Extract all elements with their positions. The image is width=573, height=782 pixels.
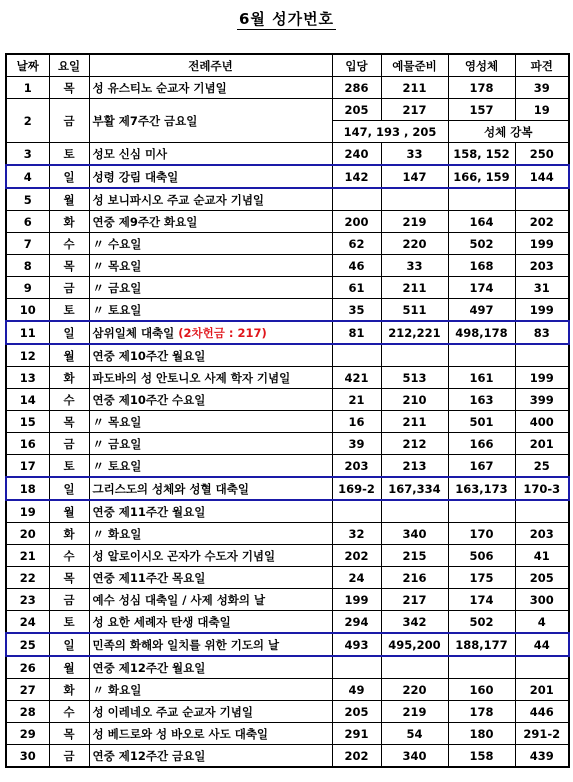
liturgy-cell: 〃 화요일	[89, 679, 332, 701]
offertory-cell: 217	[381, 99, 448, 121]
table-row	[6, 589, 569, 611]
weekday-cell: 월	[49, 500, 89, 523]
table-row	[6, 656, 569, 679]
dismissal-cell: 170-3	[515, 477, 569, 500]
header-weekday: 요일	[49, 54, 89, 77]
offertory-cell	[381, 344, 448, 367]
table-row	[6, 567, 569, 589]
page-title: 6월 성가번호	[238, 10, 335, 28]
weekday-cell: 목	[49, 411, 89, 433]
entrance-cell: 32	[332, 523, 381, 545]
dismissal-cell: 250	[515, 143, 569, 166]
liturgy-cell: 성 베드로와 성 바오로 사도 대축일	[89, 723, 332, 745]
weekday-cell: 일	[49, 321, 89, 344]
communion-cell: 502	[448, 233, 515, 255]
communion-cell: 168	[448, 255, 515, 277]
table-row	[6, 165, 569, 188]
dismissal-cell: 144	[515, 165, 569, 188]
entrance-cell: 202	[332, 545, 381, 567]
communion-cell: 158, 152	[448, 143, 515, 166]
offertory-cell: 147	[381, 165, 448, 188]
communion-cell: 163	[448, 389, 515, 411]
offertory-cell: 213	[381, 455, 448, 478]
liturgy-cell: 연중 제10주간 수요일	[89, 389, 332, 411]
table-row	[6, 277, 569, 299]
table-row	[6, 367, 569, 389]
offertory-cell: 217	[381, 589, 448, 611]
liturgy-cell: 〃 토요일	[89, 299, 332, 322]
day-cell: 7	[6, 233, 49, 255]
weekday-cell: 토	[49, 611, 89, 634]
offertory-cell: 212,221	[381, 321, 448, 344]
entrance-cell	[332, 344, 381, 367]
entrance-cell	[332, 656, 381, 679]
liturgy-cell: 연중 제10주간 월요일	[89, 344, 332, 367]
dismissal-cell: 83	[515, 321, 569, 344]
weekday-cell: 금	[49, 589, 89, 611]
entrance-cell: 199	[332, 589, 381, 611]
dismissal-cell	[515, 656, 569, 679]
page-title-wrap	[0, 8, 573, 29]
entrance-cell: 39	[332, 433, 381, 455]
liturgy-cell: 〃 목요일	[89, 411, 332, 433]
weekday-cell: 일	[49, 477, 89, 500]
liturgy-cell: 민족의 화해와 일치를 위한 기도의 날	[89, 633, 332, 656]
communion-cell: 170	[448, 523, 515, 545]
entrance-cell: 49	[332, 679, 381, 701]
entrance-cell: 142	[332, 165, 381, 188]
table-row	[6, 233, 569, 255]
weekday-cell: 수	[49, 545, 89, 567]
liturgy-cell: 〃 수요일	[89, 233, 332, 255]
communion-cell: 157	[448, 99, 515, 121]
entrance-cell: 493	[332, 633, 381, 656]
liturgy-cell: 연중 제12주간 월요일	[89, 656, 332, 679]
offertory-cell: 219	[381, 701, 448, 723]
table-row	[6, 523, 569, 545]
dismissal-cell: 400	[515, 411, 569, 433]
communion-cell: 166	[448, 433, 515, 455]
day-cell: 4	[6, 165, 49, 188]
table-row	[6, 99, 569, 121]
weekday-cell: 일	[49, 165, 89, 188]
day-cell: 13	[6, 367, 49, 389]
communion-cell: 178	[448, 77, 515, 99]
liturgy-cell: 〃 화요일	[89, 523, 332, 545]
dismissal-cell: 203	[515, 255, 569, 277]
weekday-cell: 월	[49, 656, 89, 679]
day-cell: 9	[6, 277, 49, 299]
communion-cell	[448, 188, 515, 211]
communion-cell: 166, 159	[448, 165, 515, 188]
offertory-cell: 215	[381, 545, 448, 567]
header-liturgy: 전례주년	[89, 54, 332, 77]
weekday-cell: 화	[49, 211, 89, 233]
communion-cell: 178	[448, 701, 515, 723]
offertory-cell: 216	[381, 567, 448, 589]
offertory-cell: 220	[381, 233, 448, 255]
entrance-cell: 81	[332, 321, 381, 344]
table-row	[6, 633, 569, 656]
dismissal-cell: 199	[515, 299, 569, 322]
communion-cell: 164	[448, 211, 515, 233]
weekday-cell: 토	[49, 455, 89, 478]
table-row	[6, 455, 569, 478]
dismissal-cell: 201	[515, 433, 569, 455]
entrance-cell: 205	[332, 99, 381, 121]
entrance-cell: 16	[332, 411, 381, 433]
entrance-cell: 200	[332, 211, 381, 233]
entrance-cell: 291	[332, 723, 381, 745]
table-row	[6, 500, 569, 523]
dismissal-cell: 199	[515, 233, 569, 255]
communion-cell: 497	[448, 299, 515, 322]
entrance-cell: 46	[332, 255, 381, 277]
liturgy-cell: 〃 금요일	[89, 277, 332, 299]
weekday-cell: 목	[49, 723, 89, 745]
liturgy-cell	[89, 321, 332, 344]
day-cell: 11	[6, 321, 49, 344]
liturgy-cell: 성 요한 세례자 탄생 대축일	[89, 611, 332, 634]
liturgy-text: 삼위일체 대축일	[92, 325, 175, 340]
entrance-cell: 203	[332, 455, 381, 478]
liturgy-cell: 성모 신심 미사	[89, 143, 332, 166]
dismissal-cell: 300	[515, 589, 569, 611]
entrance-cell: 421	[332, 367, 381, 389]
second-collection-note: (2차헌금 : 217)	[178, 325, 267, 340]
communion-cell	[448, 500, 515, 523]
offertory-cell: 211	[381, 77, 448, 99]
table-row	[6, 389, 569, 411]
day-cell: 24	[6, 611, 49, 634]
dismissal-cell: 44	[515, 633, 569, 656]
offertory-cell: 340	[381, 745, 448, 768]
offertory-cell	[381, 656, 448, 679]
table-row	[6, 255, 569, 277]
liturgy-cell: 〃 목요일	[89, 255, 332, 277]
day-cell: 1	[6, 77, 49, 99]
dismissal-cell: 201	[515, 679, 569, 701]
day-cell: 17	[6, 455, 49, 478]
weekday-cell: 화	[49, 523, 89, 545]
entrance-cell: 294	[332, 611, 381, 634]
offertory-cell	[381, 500, 448, 523]
day-cell: 19	[6, 500, 49, 523]
benediction-note: 성체 강복	[448, 121, 569, 143]
communion-cell	[448, 344, 515, 367]
table-row	[6, 188, 569, 211]
benediction-songs: 147, 193 , 205	[332, 121, 448, 143]
communion-cell: 175	[448, 567, 515, 589]
liturgy-cell: 연중 제11주간 월요일	[89, 500, 332, 523]
entrance-cell	[332, 188, 381, 211]
offertory-cell: 211	[381, 411, 448, 433]
table-row	[6, 723, 569, 745]
dismissal-cell: 199	[515, 367, 569, 389]
entrance-cell: 62	[332, 233, 381, 255]
day-cell: 26	[6, 656, 49, 679]
day-cell: 3	[6, 143, 49, 166]
header-row	[6, 54, 569, 77]
day-cell: 10	[6, 299, 49, 322]
header-communion: 영성체	[448, 54, 515, 77]
liturgy-cell: 성 유스티노 순교자 기념일	[89, 77, 332, 99]
day-cell: 6	[6, 211, 49, 233]
day-cell: 25	[6, 633, 49, 656]
liturgy-cell: 연중 제11주간 목요일	[89, 567, 332, 589]
entrance-cell: 205	[332, 701, 381, 723]
table-row	[6, 344, 569, 367]
dismissal-cell: 202	[515, 211, 569, 233]
weekday-cell: 목	[49, 255, 89, 277]
weekday-cell: 목	[49, 77, 89, 99]
dismissal-cell: 4	[515, 611, 569, 634]
offertory-cell: 33	[381, 255, 448, 277]
liturgy-cell: 그리스도의 성체와 성혈 대축일	[89, 477, 332, 500]
entrance-cell: 24	[332, 567, 381, 589]
weekday-cell: 수	[49, 701, 89, 723]
day-cell: 23	[6, 589, 49, 611]
weekday-cell: 수	[49, 389, 89, 411]
day-cell: 28	[6, 701, 49, 723]
dismissal-cell: 39	[515, 77, 569, 99]
offertory-cell: 511	[381, 299, 448, 322]
dismissal-cell	[515, 500, 569, 523]
day-cell: 15	[6, 411, 49, 433]
day-cell: 27	[6, 679, 49, 701]
weekday-cell: 금	[49, 745, 89, 768]
dismissal-cell: 439	[515, 745, 569, 768]
offertory-cell	[381, 188, 448, 211]
weekday-cell: 토	[49, 143, 89, 166]
communion-cell	[448, 656, 515, 679]
day-cell: 18	[6, 477, 49, 500]
table-row	[6, 679, 569, 701]
day-cell: 8	[6, 255, 49, 277]
weekday-cell: 수	[49, 233, 89, 255]
day-cell: 12	[6, 344, 49, 367]
header-entrance: 입당	[332, 54, 381, 77]
weekday-cell: 금	[49, 99, 89, 143]
weekday-cell: 목	[49, 567, 89, 589]
day-cell: 14	[6, 389, 49, 411]
offertory-cell: 513	[381, 367, 448, 389]
dismissal-cell: 291-2	[515, 723, 569, 745]
table-row	[6, 611, 569, 634]
offertory-cell: 220	[381, 679, 448, 701]
table-row	[6, 211, 569, 233]
entrance-cell: 21	[332, 389, 381, 411]
communion-cell: 163,173	[448, 477, 515, 500]
offertory-cell: 211	[381, 277, 448, 299]
entrance-cell: 240	[332, 143, 381, 166]
communion-cell: 188,177	[448, 633, 515, 656]
entrance-cell: 61	[332, 277, 381, 299]
day-cell: 21	[6, 545, 49, 567]
dismissal-cell: 203	[515, 523, 569, 545]
entrance-cell: 286	[332, 77, 381, 99]
offertory-cell: 210	[381, 389, 448, 411]
dismissal-cell: 41	[515, 545, 569, 567]
day-cell: 20	[6, 523, 49, 545]
communion-cell: 161	[448, 367, 515, 389]
entrance-cell: 202	[332, 745, 381, 768]
table-row	[6, 701, 569, 723]
offertory-cell: 167,334	[381, 477, 448, 500]
dismissal-cell: 205	[515, 567, 569, 589]
table-row	[6, 321, 569, 344]
offertory-cell: 340	[381, 523, 448, 545]
weekday-cell: 토	[49, 299, 89, 322]
weekday-cell: 금	[49, 277, 89, 299]
liturgy-cell: 성 보니파시오 주교 순교자 기념일	[89, 188, 332, 211]
table-row	[6, 745, 569, 768]
liturgy-cell: 성 알로이시오 곤자가 수도자 기념일	[89, 545, 332, 567]
day-cell: 30	[6, 745, 49, 768]
day-cell: 5	[6, 188, 49, 211]
day-cell: 22	[6, 567, 49, 589]
liturgy-cell: 성령 강림 대축일	[89, 165, 332, 188]
hymn-table	[5, 53, 570, 768]
communion-cell: 167	[448, 455, 515, 478]
communion-cell: 160	[448, 679, 515, 701]
communion-cell: 174	[448, 589, 515, 611]
offertory-cell: 219	[381, 211, 448, 233]
communion-cell: 506	[448, 545, 515, 567]
dismissal-cell	[515, 188, 569, 211]
communion-cell: 498,178	[448, 321, 515, 344]
table-row	[6, 477, 569, 500]
liturgy-cell: 연중 제12주간 금요일	[89, 745, 332, 768]
table-row	[6, 143, 569, 166]
day-cell: 2	[6, 99, 49, 143]
dismissal-cell: 446	[515, 701, 569, 723]
communion-cell: 180	[448, 723, 515, 745]
day-cell: 29	[6, 723, 49, 745]
weekday-cell: 일	[49, 633, 89, 656]
offertory-cell: 212	[381, 433, 448, 455]
communion-cell: 158	[448, 745, 515, 768]
liturgy-cell: 〃 토요일	[89, 455, 332, 478]
dismissal-cell: 399	[515, 389, 569, 411]
table-row	[6, 77, 569, 99]
liturgy-cell: 예수 성심 대축일 / 사제 성화의 날	[89, 589, 332, 611]
day-cell: 16	[6, 433, 49, 455]
entrance-cell: 169-2	[332, 477, 381, 500]
weekday-cell: 금	[49, 433, 89, 455]
entrance-cell	[332, 500, 381, 523]
header-offertory: 예물준비	[381, 54, 448, 77]
weekday-cell: 월	[49, 188, 89, 211]
communion-cell: 501	[448, 411, 515, 433]
weekday-cell: 월	[49, 344, 89, 367]
liturgy-cell: 연중 제9주간 화요일	[89, 211, 332, 233]
dismissal-cell: 31	[515, 277, 569, 299]
dismissal-cell: 19	[515, 99, 569, 121]
liturgy-cell: 성 이레네오 주교 순교자 기념일	[89, 701, 332, 723]
weekday-cell: 화	[49, 679, 89, 701]
header-dismissal: 파견	[515, 54, 569, 77]
offertory-cell: 54	[381, 723, 448, 745]
liturgy-cell: 파도바의 성 안토니오 사제 학자 기념일	[89, 367, 332, 389]
offertory-cell: 495,200	[381, 633, 448, 656]
table-row	[6, 299, 569, 322]
table-row	[6, 433, 569, 455]
offertory-cell: 33	[381, 143, 448, 166]
offertory-cell: 342	[381, 611, 448, 634]
table-row	[6, 411, 569, 433]
communion-cell: 174	[448, 277, 515, 299]
dismissal-cell: 25	[515, 455, 569, 478]
table-row	[6, 545, 569, 567]
entrance-cell: 35	[332, 299, 381, 322]
weekday-cell: 화	[49, 367, 89, 389]
communion-cell: 502	[448, 611, 515, 634]
dismissal-cell	[515, 344, 569, 367]
liturgy-cell: 〃 금요일	[89, 433, 332, 455]
header-day: 날짜	[6, 54, 49, 77]
liturgy-cell: 부활 제7주간 금요일	[89, 99, 332, 143]
